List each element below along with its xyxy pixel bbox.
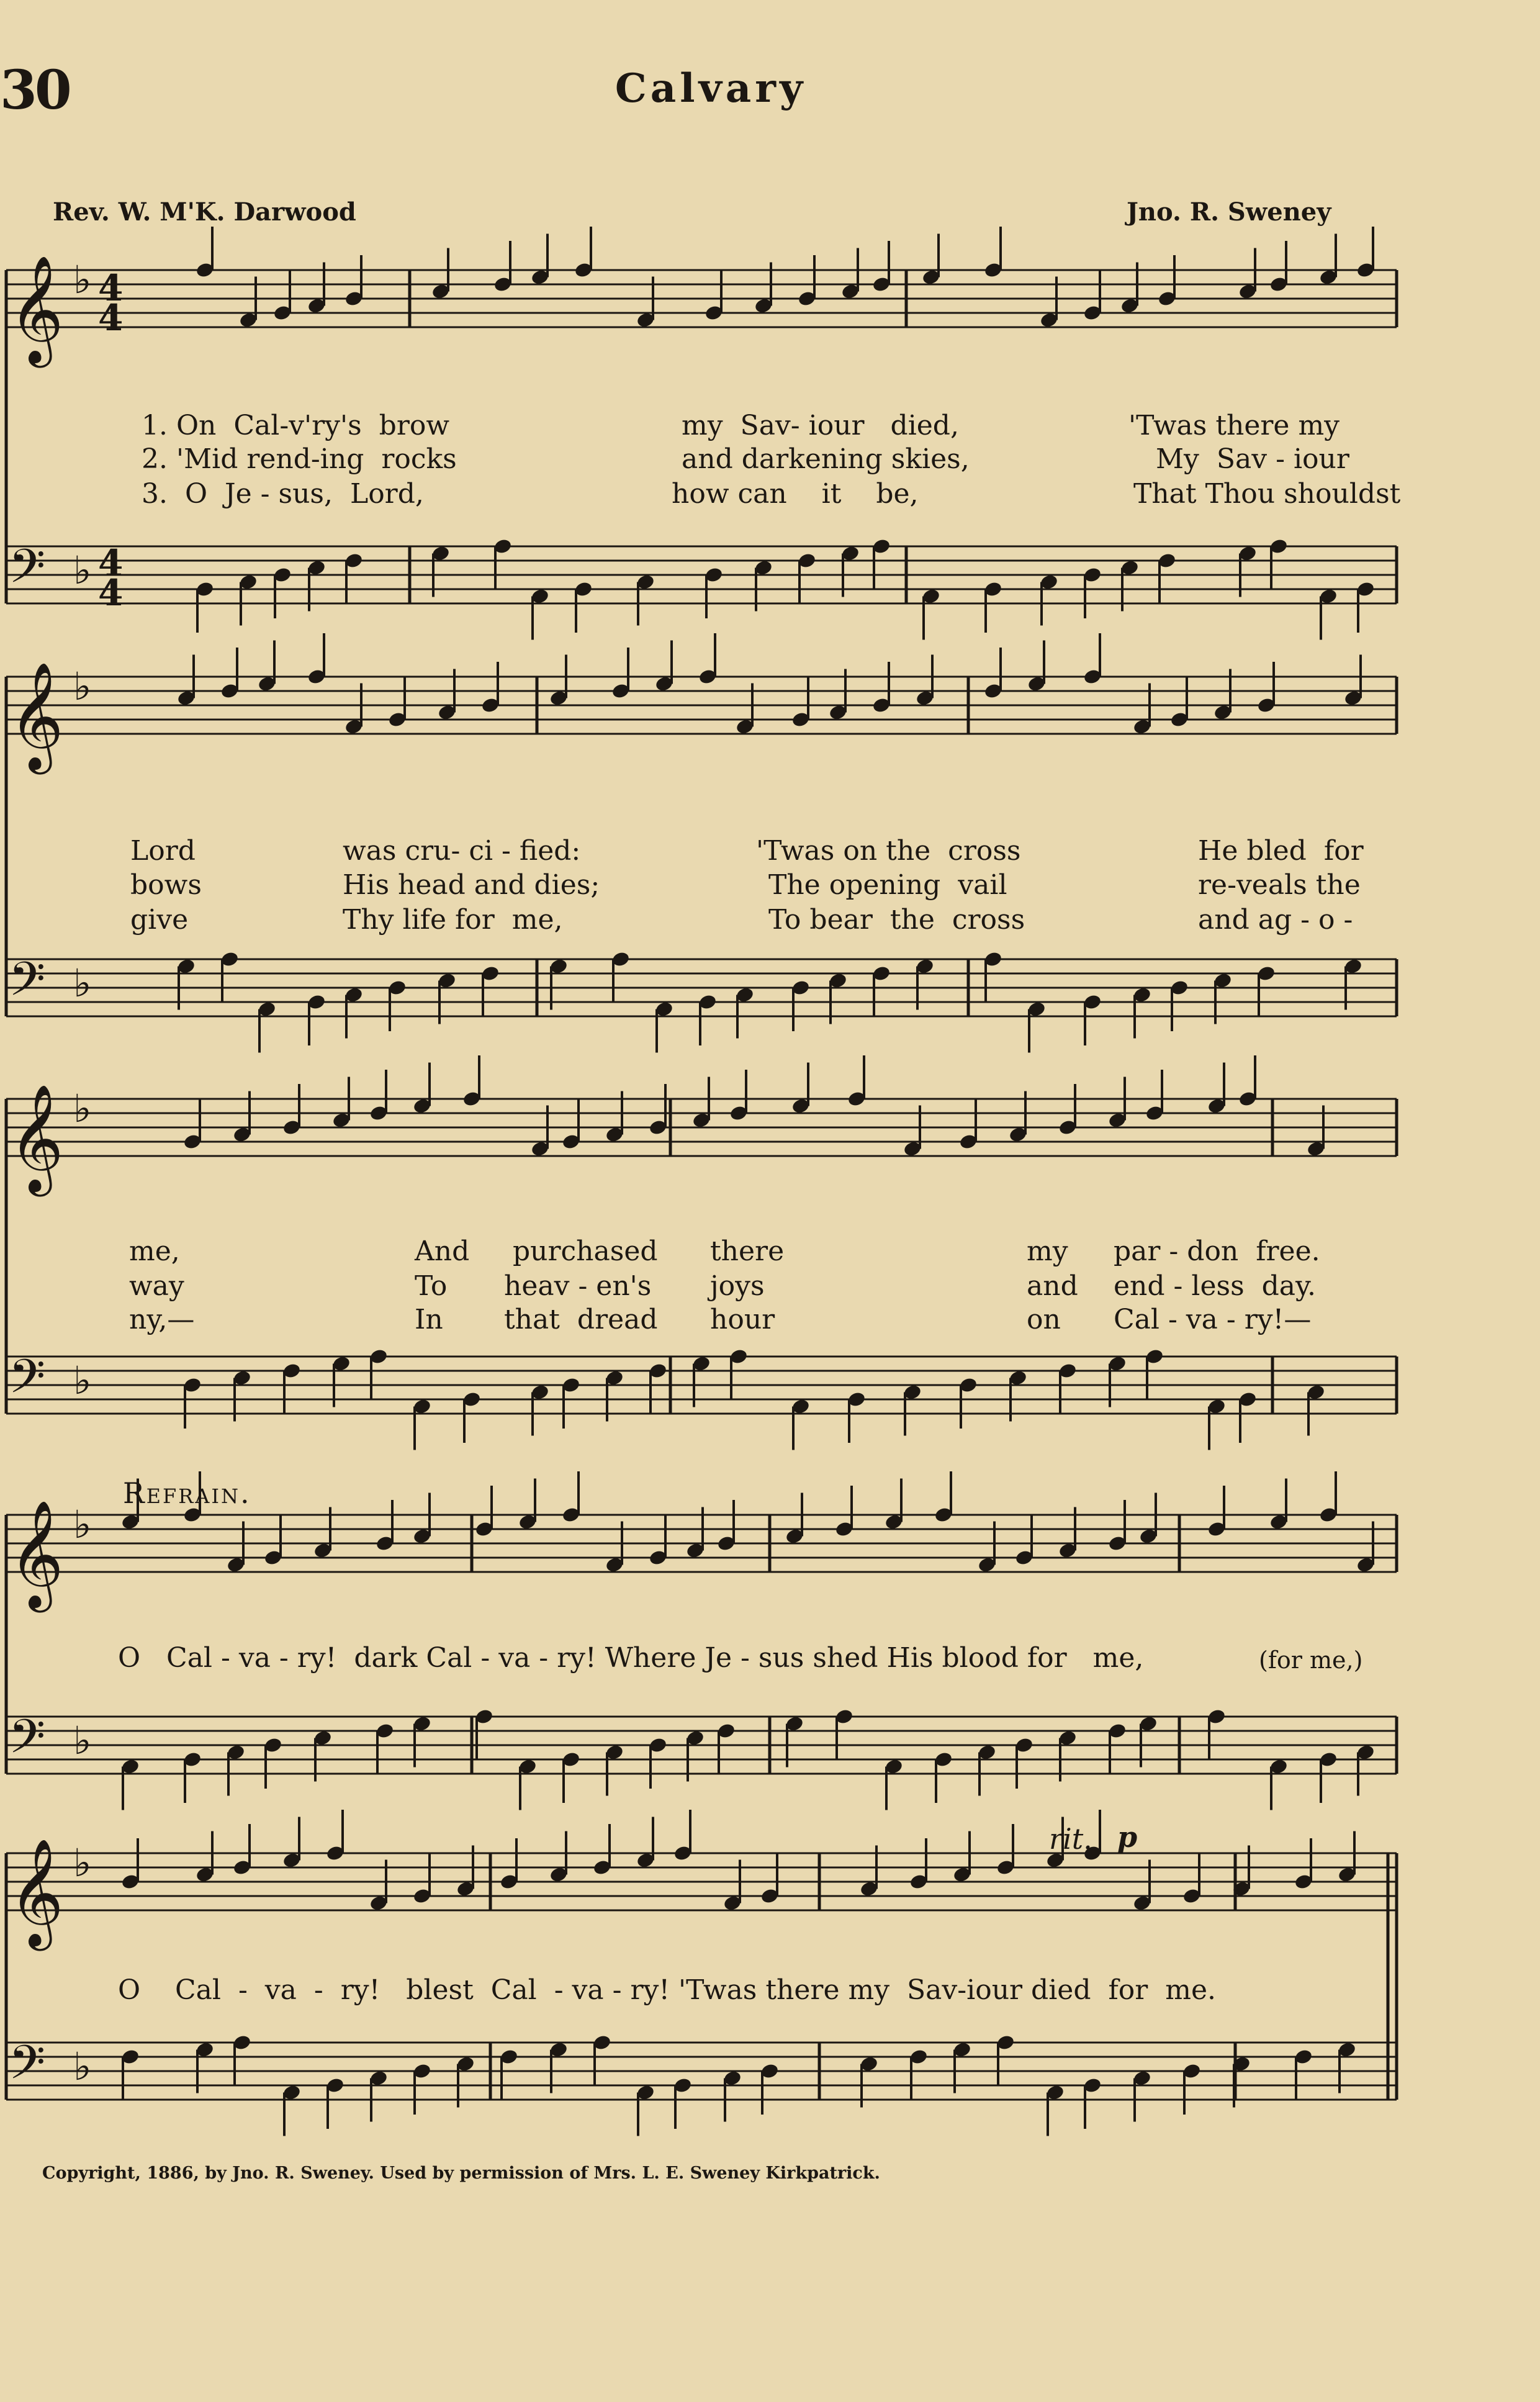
lyric-s3-v2-f: end - less day. xyxy=(1114,1270,1317,1302)
key-signature-flat: ♭ xyxy=(73,1085,92,1131)
key-signature-flat: ♭ xyxy=(73,663,92,709)
treble-clef: 𝄞 xyxy=(9,1084,64,1192)
lyric-s3-v3-b: In xyxy=(415,1304,443,1335)
key-signature-flat: ♭ xyxy=(73,960,92,1006)
refrain-lyric-line-2: O Cal - va - ry! blest Cal - va - ry! 'Twas there my Sav-iour died for me. xyxy=(118,1974,1217,2006)
treble-clef: 𝄞 xyxy=(9,1838,64,1946)
bass-clef: 𝄢 xyxy=(9,952,46,1018)
lyric-s1-v2-b: and darkening skies, xyxy=(682,443,970,475)
key-signature-flat: ♭ xyxy=(73,2043,92,2089)
lyric-s3-v3-c: that dread xyxy=(504,1304,658,1335)
key-signature-flat: ♭ xyxy=(73,1717,92,1763)
lyric-s3-v2-a: way xyxy=(129,1270,184,1302)
refrain-lyric-line-1: O Cal - va - ry! dark Cal - va - ry! Where Je - sus shed His blood for me, xyxy=(118,1642,1144,1674)
lyric-s3-v2-d: joys xyxy=(710,1270,765,1302)
lyric-s3-v3-d: hour xyxy=(710,1304,775,1335)
piano-marking: p xyxy=(1117,1820,1138,1854)
time-signature-bass: 4 4 xyxy=(98,542,124,614)
lyric-s2-v3-d: and ag - o - xyxy=(1198,904,1353,936)
lyric-s1-v3-c: That Thou shouldst xyxy=(1133,478,1401,510)
lyric-s2-v1-c: 'Twas on the cross xyxy=(756,835,1021,867)
lyric-s2-v3-b: Thy life for me, xyxy=(343,904,563,936)
lyric-s1-v2-a: 2. 'Mid rend-ing rocks xyxy=(142,443,457,475)
copyright-notice: Copyright, 1886, by Jno. R. Sweney. Used by permission of Mrs. L. E. Sweney Kirkpatrick. xyxy=(42,2164,880,2183)
lyric-s3-v3-e: on xyxy=(1027,1304,1061,1335)
lyric-s1-v3-b: how can it be, xyxy=(672,478,919,510)
lyric-s2-v1-a: Lord xyxy=(130,835,196,867)
lyric-s3-v2-e: and xyxy=(1027,1270,1078,1302)
lyric-s2-v3-a: give xyxy=(130,904,189,936)
lyric-s3-v2-b: To xyxy=(415,1270,448,1302)
bass-clef: 𝄢 xyxy=(9,1709,46,1776)
lyric-s1-v2-c: My Sav - iour xyxy=(1156,443,1349,475)
lyric-s2-v3-c: To bear the cross xyxy=(768,904,1025,936)
lyric-s2-v2-d: re-veals the xyxy=(1198,869,1361,901)
key-signature-flat: ♭ xyxy=(73,547,92,593)
lyric-s3-v1-c: purchased xyxy=(513,1235,658,1267)
lyric-s2-v1-b: was cru- ci - fied: xyxy=(343,835,581,867)
treble-clef: 𝄞 xyxy=(9,662,64,770)
bass-clef: 𝄢 xyxy=(9,1349,46,1415)
ritardando-marking: rit. xyxy=(1049,1822,1092,1856)
treble-clef: 𝄞 xyxy=(9,1500,64,1608)
lyric-s2-v2-a: bows xyxy=(130,869,202,901)
lyric-s1-v1-b: my Sav- iour died, xyxy=(682,410,959,441)
lyric-s3-v3-a: ny,— xyxy=(129,1304,195,1335)
treble-clef: 𝄞 xyxy=(9,255,64,363)
key-signature-flat: ♭ xyxy=(73,1357,92,1403)
lyric-s3-v1-e: my xyxy=(1027,1235,1068,1267)
bass-clef: 𝄢 xyxy=(9,539,46,605)
lyric-s3-v2-c: heav - en's xyxy=(504,1270,652,1302)
refrain-echo: (for me,) xyxy=(1259,1646,1363,1674)
time-signature-treble: 4 4 xyxy=(98,267,124,339)
lyricist-credit: Rev. W. M'K. Darwood xyxy=(53,197,356,227)
lyric-s1-v1-c: 'Twas there my xyxy=(1128,410,1340,441)
lyric-s3-v3-f: Cal - va - ry!— xyxy=(1114,1304,1312,1335)
lyric-s3-v1-f: par - don free. xyxy=(1114,1235,1320,1267)
composer-credit: Jno. R. Sweney xyxy=(1127,197,1331,227)
key-signature-flat: ♭ xyxy=(73,256,92,302)
bass-clef: 𝄢 xyxy=(9,2035,46,2102)
lyric-s1-v1-a: 1. On Cal-v'ry's brow xyxy=(142,410,450,441)
hymn-title: Calvary xyxy=(615,65,807,112)
key-signature-flat: ♭ xyxy=(73,1840,92,1885)
lyric-s3-v1-d: there xyxy=(710,1235,785,1267)
lyric-s2-v2-b: His head and dies; xyxy=(343,869,600,901)
lyric-s1-v3-a: 3. O Je - sus, Lord, xyxy=(142,478,424,510)
page-number: 30 xyxy=(0,59,70,122)
lyric-s2-v2-c: The opening vail xyxy=(768,869,1007,901)
key-signature-flat: ♭ xyxy=(73,1501,92,1547)
lyric-s3-v1-b: And xyxy=(415,1235,470,1267)
lyric-s2-v1-d: He bled for xyxy=(1198,835,1364,867)
refrain-label: Refrain. xyxy=(123,1476,251,1510)
lyric-s3-v1-a: me, xyxy=(129,1235,180,1267)
